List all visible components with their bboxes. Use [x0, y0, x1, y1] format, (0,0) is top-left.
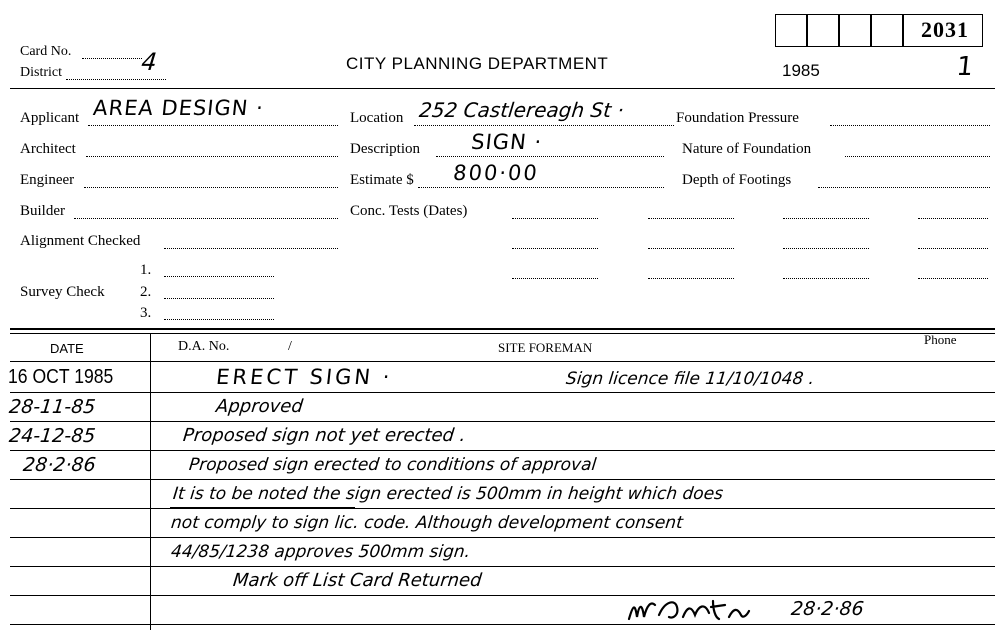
card-number: 2031	[921, 17, 969, 42]
survey-number-2: 2.	[140, 284, 152, 300]
builder-line	[74, 218, 338, 219]
engineer-line	[84, 187, 338, 188]
site-foreman-header: SITE FOREMAN	[498, 340, 593, 355]
conc-line-r2c3	[783, 248, 869, 249]
year-suffix: 1	[955, 52, 975, 82]
date-header: DATE	[50, 341, 84, 356]
estimate-value: 800·00	[452, 161, 541, 185]
log-date-2: 28-11-85	[8, 396, 97, 418]
log-rule-7	[10, 566, 995, 567]
district-value: 4	[140, 48, 159, 76]
date-column-divider	[150, 333, 151, 630]
survey-number-3: 3.	[140, 305, 152, 321]
description-label: Description	[350, 141, 420, 157]
estimate-label: Estimate $	[350, 172, 414, 188]
survey-label: Survey Check	[20, 284, 105, 300]
engineer-label: Engineer	[20, 172, 75, 188]
conc-line-r3c2	[648, 278, 734, 279]
log-date-4: 28·2·86	[22, 454, 97, 476]
log-text-6: not comply to sign lic. code. Although development consent	[170, 513, 684, 533]
log-rule-9	[10, 624, 995, 625]
da-no-slash: /	[288, 339, 292, 354]
log-rule-3	[10, 450, 995, 451]
log-rule-5	[10, 508, 995, 509]
card-number-box-4	[871, 14, 903, 47]
log-top-rule-1	[10, 328, 995, 330]
applicant-line	[88, 125, 338, 126]
log-rule-1	[10, 392, 995, 393]
alignment-line	[164, 248, 338, 249]
log-rule-6	[10, 537, 995, 538]
log-text-8: Mark off List Card Returned	[232, 570, 483, 591]
location-label: Location	[350, 110, 404, 126]
builder-label: Builder	[20, 203, 65, 219]
location-value: 252 Castlereagh St ·	[418, 98, 626, 122]
depth-footings-line	[818, 187, 990, 188]
da-no-header: D.A. No.	[178, 339, 230, 354]
survey-line-2	[164, 298, 274, 299]
conc-line-r3c1	[512, 278, 598, 279]
log-text-5-underline	[170, 507, 355, 509]
location-line	[414, 125, 674, 126]
conc-line-r3c4	[918, 278, 988, 279]
conc-line-r1c3	[783, 218, 869, 219]
department-title: CITY PLANNING DEPARTMENT	[346, 54, 609, 73]
survey-line-3	[164, 319, 274, 320]
log-top-rule-2	[10, 333, 995, 334]
phone-header: Phone	[924, 332, 957, 347]
conc-line-r1c1	[512, 218, 598, 219]
log-rule-8	[10, 595, 995, 596]
foundation-pressure-line	[830, 125, 990, 126]
log-text-3: Proposed sign not yet erected .	[182, 425, 467, 446]
applicant-value: AREA DESIGN ·	[92, 96, 266, 120]
year-label: 1985	[782, 61, 820, 80]
estimate-line	[418, 187, 664, 188]
survey-number-1: 1.	[140, 262, 152, 278]
description-line	[436, 156, 664, 157]
conc-line-r1c2	[648, 218, 734, 219]
district-line	[66, 79, 166, 80]
conc-tests-label: Conc. Tests (Dates)	[350, 203, 468, 219]
log-date-1: 16 OCT 1985	[8, 366, 114, 388]
nature-foundation-label: Nature of Foundation	[682, 141, 812, 157]
card-number-box-3	[839, 14, 871, 47]
district-label: District	[20, 65, 62, 80]
alignment-label: Alignment Checked	[20, 233, 141, 249]
log-text-5: It is to be noted the sign erected is 500mm in height which does	[172, 484, 725, 504]
log-text-1: ERECT SIGN ·	[215, 365, 394, 389]
architect-label: Architect	[20, 141, 76, 157]
header-rule	[10, 88, 995, 89]
conc-line-r2c2	[648, 248, 734, 249]
log-text-2: Approved	[215, 396, 304, 417]
signature	[625, 593, 765, 625]
architect-line	[86, 156, 338, 157]
depth-footings-label: Depth of Footings	[682, 172, 792, 188]
applicant-label: Applicant	[20, 110, 80, 126]
log-date-3: 24-12-85	[8, 425, 97, 447]
signature-date: 28·2·86	[790, 598, 865, 620]
log-text-4: Proposed sign erected to conditions of approval	[188, 455, 598, 475]
foundation-pressure-label: Foundation Pressure	[676, 110, 799, 126]
card-no-label: Card No.	[20, 44, 72, 59]
conc-line-r1c4	[918, 218, 988, 219]
log-rule-4	[10, 479, 995, 480]
card-number-box-1	[775, 14, 807, 47]
log-extra-1: Sign licence file 11/10/1048 .	[565, 369, 816, 389]
log-rule-2	[10, 421, 995, 422]
log-header-rule	[10, 361, 995, 362]
survey-line-1	[164, 276, 274, 277]
conc-line-r2c4	[918, 248, 988, 249]
description-value: SIGN ·	[470, 130, 544, 154]
card-number-box-2	[807, 14, 839, 47]
card-no-line	[82, 58, 142, 59]
nature-foundation-line	[845, 156, 990, 157]
log-text-7: 44/85/1238 approves 500mm sign.	[170, 542, 472, 562]
conc-line-r2c1	[512, 248, 598, 249]
conc-line-r3c3	[783, 278, 869, 279]
